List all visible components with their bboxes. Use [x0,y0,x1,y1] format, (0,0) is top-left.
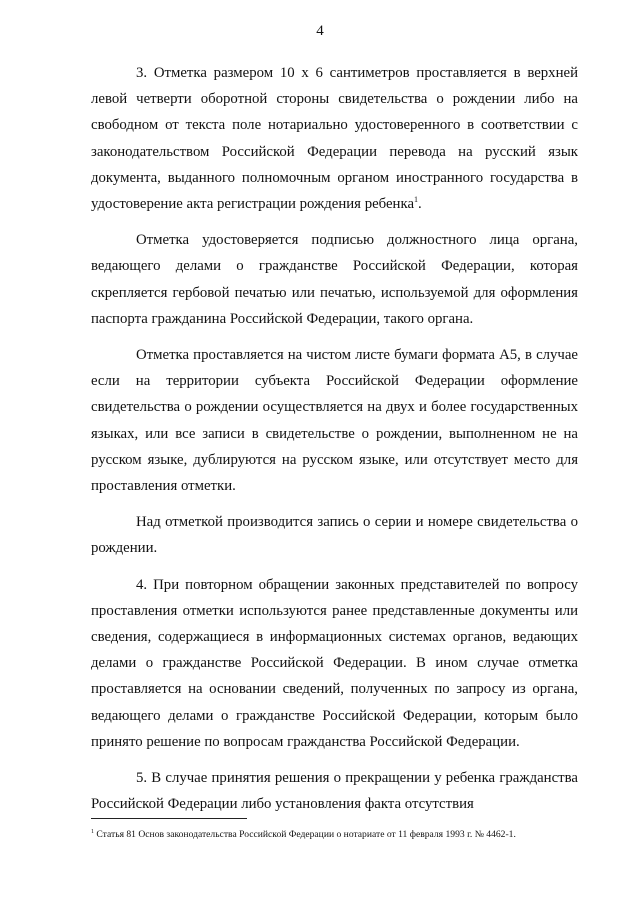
paragraph-series-number [91,509,578,561]
paragraph-text: Отметка удостоверяется подписью должностного лица органа, ведающего делами о гражданстве Российской Федерации, которая скрепляется гербовой печатью или печатью, используемой для оформления паспорта гражданина Российской Федерации, такого органа. [91,232,578,327]
paragraph-3 [91,60,578,217]
paragraph-certification [91,227,578,332]
paragraph-text: Отметка проставляется на чистом листе бумаги формата А5, в случае если на территории субъекта Российской Федерации оформление свидетельства о рождении осуществляется на двух и более государственных языках, или все записи в свидетельстве о рождении, выполненном не на русском языке, дублируются на русском языке, или отсутствует место для проставления отметки. [91,347,578,495]
paragraph-text: 5. В случае принятия решения о прекращении у ребенка гражданства Российской Федерации либо установления факта отсутствия [91,770,578,813]
paragraph-end-punctuation: . [418,196,422,213]
paragraph-4 [91,572,578,755]
paragraph-text: 3. Отметка размером 10 х 6 сантиметров проставляется в верхней левой четверти оборотной стороны свидетельства о рождении либо на свободном от текста поле нотариально удостоверенного в соответствии с законодательством Российской Федерации перевода на русский язык документа, выданного полномочным органом иностранного государства в удостоверение акта регистрации рождения ребенка [91,65,578,213]
paragraph-5 [91,765,578,817]
paragraph-a5-sheet [91,342,578,499]
page-number: 4 [316,23,324,39]
footnote-text: Статья 81 Основ законодательства Российской Федерации о нотариате от 11 февраля 1993 г. № 4462-1. [96,829,516,840]
footnote [91,829,591,841]
footnote-divider [91,818,247,819]
paragraph-text: 4. При повторном обращении законных представителей по вопросу проставления отметки используются ранее представленные документы или сведения, содержащиеся в информационных системах органов, ведающих делами о гражданстве Российской Федерации. В ином случае отметка проставляется на основании сведений, полученных по запросу из органа, ведающего делами о гражданстве Российской Федерации, которым было принято решение по вопросам гражданства Российской Федерации. [91,576,578,750]
document-body [91,60,578,827]
footnote-reference[interactable]: 1 [414,195,419,205]
footnote-marker: 1 [91,828,94,835]
paragraph-text: Над отметкой производится запись о серии и номере свидетельства о рождении. [91,514,578,557]
